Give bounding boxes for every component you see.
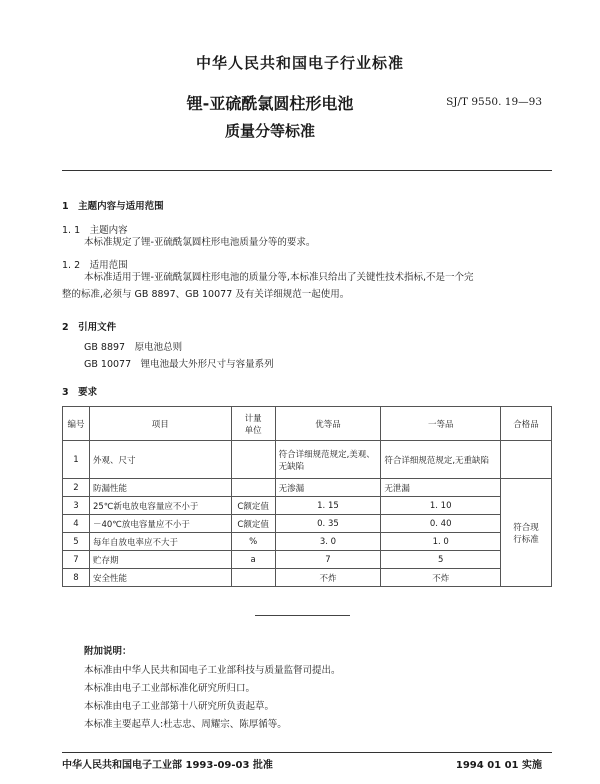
col-header-unit [231,407,275,441]
col-header-unit-line2: 单位 [244,425,262,436]
note-line-2: 本标准由电子工业部标准化研究所归口。 [84,683,256,694]
cell-item: 贮存期 [89,551,231,569]
cell-unit [231,441,275,479]
section-1-2-text-line2: 整的标准,必须与 GB 8897、GB 10077 及有关详细规范一起使用。 [62,289,350,300]
cell-excellent: 符合详细规范规定,美观、无缺陷 [275,441,381,479]
cell-item: 外观、尺寸 [89,441,231,479]
note-line-3: 本标准由电子工业部第十八研究所负责起草。 [84,701,275,712]
note-line-1: 本标准由中华人民共和国电子工业部科技与质量监督司提出。 [84,665,341,676]
title-divider [62,170,552,171]
cell-excellent: 0. 35 [275,515,381,533]
requirements-table [62,406,552,587]
cell-no: 4 [63,515,90,533]
section-1-1-heading: 1. 1 主题内容 [62,225,128,236]
table-row [63,533,552,551]
cell-item: 安全性能 [89,569,231,587]
cell-first-grade: 1. 0 [381,533,501,551]
cell-unit: C额定值 [231,497,275,515]
table-row [63,515,552,533]
cell-unit: a [231,551,275,569]
cell-first-grade: 无泄漏 [381,479,501,497]
cell-no: 1 [63,441,90,479]
reference-gb10077: GB 10077 锂电池最大外形尺寸与容量系列 [84,359,274,370]
cell-excellent: 3. 0 [275,533,381,551]
cell-unit [231,569,275,587]
col-header-qualified: 合格品 [501,407,552,441]
table-row [63,497,552,515]
section-1-heading: 1 主题内容与适用范围 [62,201,164,212]
section-1-2-text-line1: 本标准适用于锂-亚硫酰氯圆柱形电池的质量分等,本标准只给出了关键性技术指标,不是一个完 [84,272,474,283]
approval-date: 中华人民共和国电子工业部 1993-09-03 批准 [62,760,273,771]
cell-no: 3 [63,497,90,515]
cell-no: 7 [63,551,90,569]
cell-excellent: 1. 15 [275,497,381,515]
col-header-unit-line1: 计量 [244,413,262,424]
cell-qualified-empty [501,441,552,479]
document-title-line2: 质量分等标准 [224,122,315,140]
table-header-row [63,407,552,441]
table-row [63,569,552,587]
cell-first-grade: 1. 10 [381,497,501,515]
cell-unit: C额定值 [231,515,275,533]
implementation-date: 1994 01 01 实施 [455,760,542,771]
section-2-heading: 2 引用文件 [62,322,117,333]
standard-code: SJ/T 9550. 19—93 [446,96,542,108]
cell-excellent: 7 [275,551,381,569]
cell-unit [231,479,275,497]
table-row [63,441,552,479]
col-header-first-grade: 一等品 [381,407,501,441]
issuing-org-header: 中华人民共和国电子行业标准 [195,54,404,72]
cell-first-grade: 符合详细规范规定,无重缺陷 [381,441,501,479]
cell-no: 2 [63,479,90,497]
section-1-1-text: 本标准规定了锂-亚硫酰氯圆柱形电池质量分等的要求。 [84,237,316,248]
section-3-heading: 3 要求 [62,387,98,398]
cell-item: 每年自放电率应不大于 [89,533,231,551]
cell-first-grade: 不炸 [381,569,501,587]
col-header-no: 编号 [63,407,90,441]
cell-item: 25℃新电放电容量应不小于 [89,497,231,515]
notes-heading: 附加说明： [84,646,132,657]
cell-qualified-merged [501,479,552,587]
reference-gb8897: GB 8897 原电池总则 [84,342,183,353]
footer-divider [62,752,552,753]
cell-excellent: 不炸 [275,569,381,587]
note-line-4: 本标准主要起草人:杜志忠、周耀宗、陈厚循等。 [84,719,287,730]
table-row [63,551,552,569]
table-row [63,479,552,497]
document-title-line1: 锂-亚硫酰氯圆柱形电池 [186,94,354,113]
cell-item: －40℃放电容量应不小于 [89,515,231,533]
cell-first-grade: 5 [381,551,501,569]
cell-item: 防漏性能 [89,479,231,497]
cell-no: 5 [63,533,90,551]
cell-no: 8 [63,569,90,587]
cell-excellent: 无渗漏 [275,479,381,497]
section-1-2-heading: 1. 2 适用范围 [62,260,128,271]
col-header-item: 项目 [89,407,231,441]
qualified-note-line2: 行标准 [513,534,539,545]
col-header-excellent: 优等品 [275,407,381,441]
cell-unit: % [231,533,275,551]
cell-first-grade: 0. 40 [381,515,501,533]
end-of-standard-rule [255,615,350,616]
qualified-note-line1: 符合现 [513,522,539,533]
